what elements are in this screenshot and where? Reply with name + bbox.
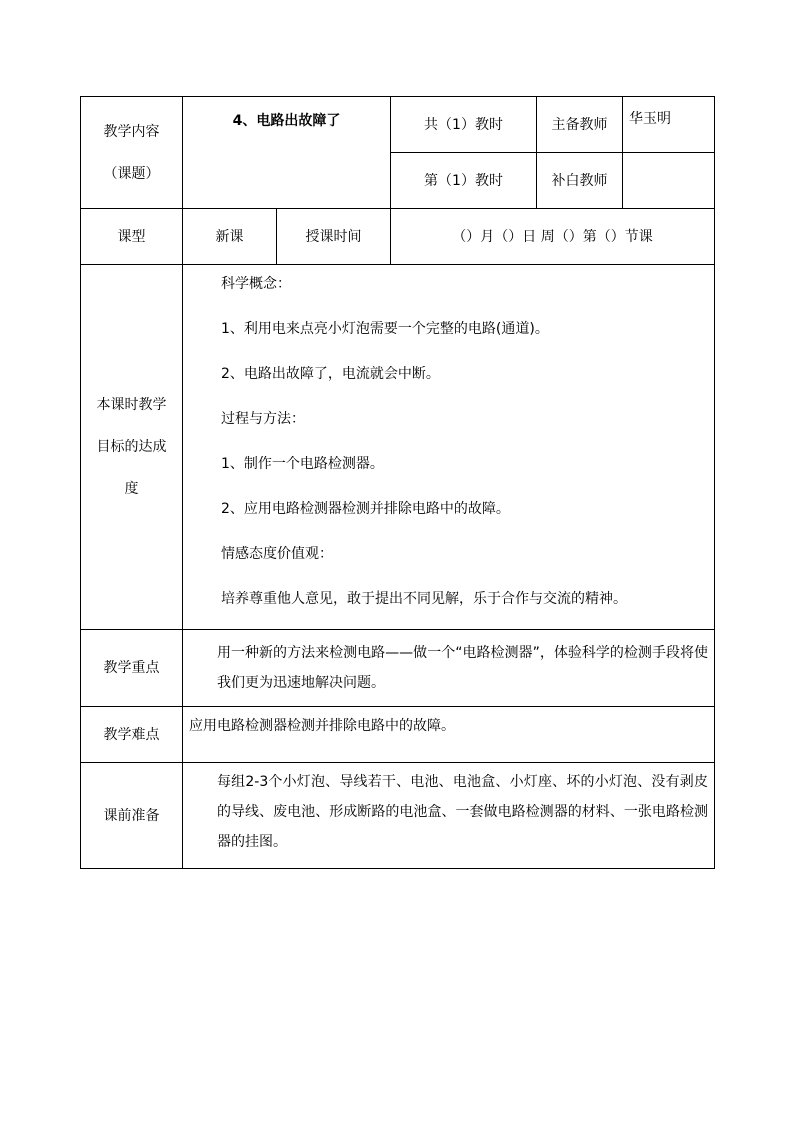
difficulties-text: 应用电路检测器检测并排除电路中的故障。 — [189, 718, 455, 734]
lesson-type-label: 课型 — [117, 228, 146, 245]
supplement-teacher-name-cell — [623, 153, 715, 209]
lesson-title-cell — [183, 97, 391, 209]
goals-item: 2、应用电路检测器检测并排除电路中的故障。 — [221, 501, 510, 517]
goals-item: 情感态度价值观： — [221, 546, 333, 562]
preparation-text: 每组2-3个小灯泡、导线若干、电池、电池盒、小灯座、坏的小灯泡、没有剥皮的导线、废电池、形成断路的电池盒、一套做电路检测器的材料、一张电路检测器的挂图。 — [217, 774, 708, 850]
goals-label-line2: 目标的达成 — [96, 439, 167, 455]
supplement-teacher-label-cell — [537, 153, 623, 209]
lead-teacher-name: 华玉明 — [629, 111, 671, 127]
preparation-label-cell — [81, 763, 183, 869]
goals-content-cell — [183, 265, 715, 630]
content-label-line1: 教学内容 — [103, 123, 160, 140]
lesson-time-label-cell — [277, 209, 391, 265]
lead-teacher-name-cell — [623, 97, 715, 153]
content-label-cell — [81, 97, 183, 209]
goals-item: 科学概念： — [221, 276, 291, 292]
lesson-plan-table — [80, 96, 715, 869]
lesson-type-row — [81, 209, 715, 265]
lead-teacher-label-cell — [537, 97, 623, 153]
current-period: 第（1）教时 — [424, 172, 503, 189]
preparation-label: 课前准备 — [103, 807, 160, 824]
total-periods: 共（1）教时 — [424, 116, 503, 133]
key-points-label-cell — [81, 630, 183, 707]
current-period-cell — [391, 153, 537, 209]
goals-item: 培养尊重他人意见，敢于提出不同见解，乐于合作与交流的精神。 — [221, 591, 627, 607]
goals-label-line1: 本课时教学 — [96, 397, 167, 413]
key-points-text: 用一种新的方法来检测电路——做一个“电路检测器”，体验科学的检测手段将使我们更为迅速地解决问题。 — [217, 645, 708, 691]
difficulties-label-cell — [81, 707, 183, 763]
total-periods-cell — [391, 97, 537, 153]
lesson-type-label-cell — [81, 209, 183, 265]
goals-item: 2、电路出故障了，电流就会中断。 — [221, 366, 440, 382]
supplement-teacher-label: 补白教师 — [551, 172, 608, 189]
lesson-plan-sheet — [80, 96, 714, 869]
goals-item: 1、利用电来点亮小灯泡需要一个完整的电路(通道)。 — [221, 321, 549, 337]
lesson-type-value-cell — [183, 209, 277, 265]
key-points-label: 教学重点 — [103, 660, 160, 676]
goals-item: 1、制作一个电路检测器。 — [221, 456, 384, 472]
difficulties-row — [81, 707, 715, 763]
lesson-time-value: （）月（）日 周（）第（）节课 — [452, 228, 653, 245]
goals-label-cell — [81, 265, 183, 630]
goals-item: 过程与方法： — [221, 411, 305, 427]
goals-label-line3: 度 — [124, 481, 139, 497]
lesson-time-value-cell — [391, 209, 715, 265]
header-row-1 — [81, 97, 715, 153]
preparation-row — [81, 763, 715, 869]
key-points-row — [81, 630, 715, 707]
lead-teacher-label: 主备教师 — [551, 116, 608, 133]
preparation-content-cell — [183, 763, 715, 869]
lesson-title: 4、电路出故障了 — [232, 113, 341, 129]
difficulties-content-cell — [183, 707, 715, 763]
lesson-time-label: 授课时间 — [305, 228, 362, 245]
difficulties-label: 教学难点 — [103, 726, 160, 743]
goals-row — [81, 265, 715, 630]
lesson-type-value: 新课 — [215, 228, 244, 245]
content-label-line2: （课题） — [103, 165, 160, 182]
key-points-content-cell — [183, 630, 715, 707]
